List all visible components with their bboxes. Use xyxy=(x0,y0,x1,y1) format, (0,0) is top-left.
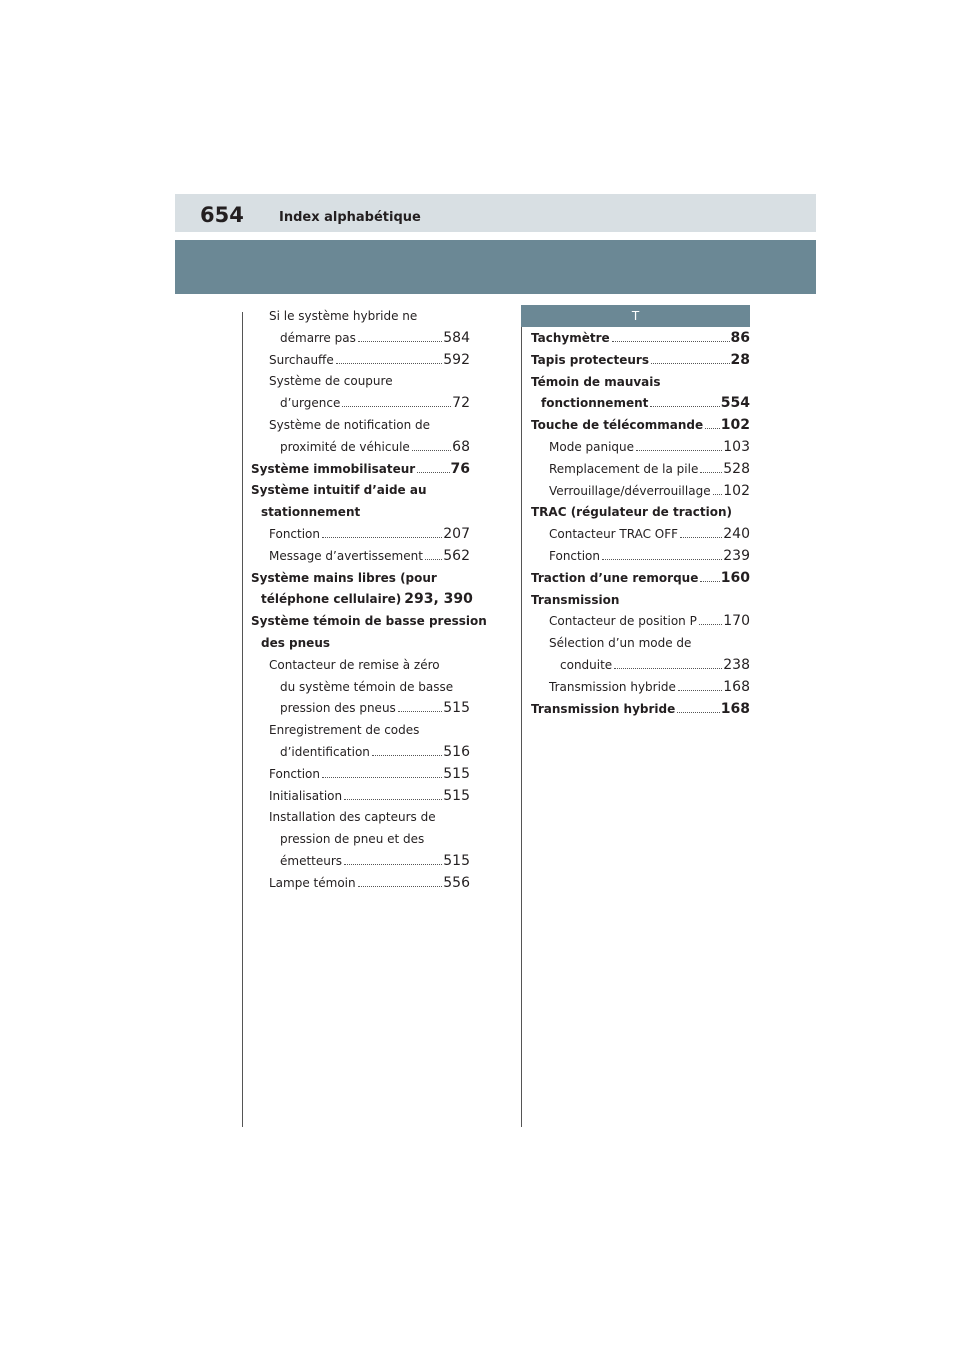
index-entry-text: fonctionnement xyxy=(541,396,649,411)
index-entry-text: Transmission hybride xyxy=(531,701,676,716)
index-entry-text: pression des pneus xyxy=(280,701,396,716)
index-entry xyxy=(531,393,750,415)
index-entry-text: Tapis protecteurs xyxy=(531,352,649,367)
leader-dots xyxy=(678,689,722,691)
index-entry-text: Installation des capteurs de xyxy=(269,810,436,825)
index-entry-text: stationnement xyxy=(261,505,361,520)
page-number: 654 xyxy=(200,203,244,227)
index-entry-text: TRAC (régulateur de traction) xyxy=(531,505,732,520)
index-entry xyxy=(251,437,470,459)
index-entry-text: d’urgence xyxy=(280,396,341,411)
index-entry-text: Lampe témoin xyxy=(269,875,356,890)
index-entry xyxy=(251,677,470,699)
index-entry-text: Système témoin de basse pression xyxy=(251,614,487,629)
index-entry-text: Fonction xyxy=(269,766,321,781)
index-entry xyxy=(531,677,750,699)
page-reference: 102 xyxy=(723,482,750,499)
page-reference: 515 xyxy=(443,852,470,869)
leader-dots xyxy=(358,340,442,342)
page-reference: 102 xyxy=(720,417,750,434)
page-reference: 562 xyxy=(443,547,470,564)
leader-dots xyxy=(372,754,442,756)
index-entry xyxy=(251,524,470,546)
leader-dots xyxy=(700,580,719,582)
index-entry-text: Si le système hybride ne xyxy=(269,309,418,323)
index-entry-text: Système de coupure xyxy=(269,374,393,389)
page-reference: 592 xyxy=(443,351,470,368)
leader-dots xyxy=(614,667,722,669)
index-entry xyxy=(251,742,470,764)
page-reference: 528 xyxy=(723,460,750,477)
index-entry xyxy=(251,633,470,655)
leader-dots xyxy=(612,340,730,342)
index-entry-text: Système de notification de xyxy=(269,417,431,432)
index-entry-text: émetteurs xyxy=(280,853,343,868)
index-entry-text: Touche de télécommande xyxy=(531,418,704,433)
leader-dots xyxy=(651,362,730,364)
index-entry-text: Enregistrement de codes xyxy=(269,723,420,738)
index-entry xyxy=(531,699,750,721)
index-entry-text: Fonction xyxy=(269,526,321,541)
page-reference: 86 xyxy=(730,330,750,346)
index-entry-text: proximité de véhicule xyxy=(280,439,410,454)
index-entry xyxy=(251,459,470,481)
page-reference: 515 xyxy=(443,787,470,804)
index-entry xyxy=(251,328,470,350)
index-entry xyxy=(251,546,470,568)
leader-dots xyxy=(322,536,442,538)
leader-dots xyxy=(336,362,443,364)
index-entry xyxy=(531,568,750,590)
page-reference: 584 xyxy=(443,329,470,346)
page-reference: 103 xyxy=(723,438,750,455)
index-entry xyxy=(531,655,750,677)
page-reference: 516 xyxy=(443,743,470,760)
leader-dots xyxy=(713,493,723,495)
index-entry-text: d’identification xyxy=(280,744,370,759)
leader-dots xyxy=(425,558,442,560)
index-entry xyxy=(251,502,470,524)
decorative-band xyxy=(175,240,816,294)
index-entry xyxy=(251,371,470,393)
page-reference: 556 xyxy=(443,874,470,891)
index-entry-text: démarre pas xyxy=(280,330,356,345)
index-entry xyxy=(251,786,470,808)
leader-dots xyxy=(602,558,722,560)
index-entry-text: Traction d’une remorque xyxy=(531,570,699,585)
page-reference: 239 xyxy=(723,547,750,564)
index-entry xyxy=(531,633,750,655)
index-entry xyxy=(251,764,470,786)
middle-column-rule xyxy=(521,312,522,1127)
page-reference: 515 xyxy=(443,765,470,782)
leader-dots xyxy=(650,405,719,407)
index-entry-text: Sélection d’un mode de xyxy=(549,636,692,651)
index-column-right xyxy=(531,328,750,720)
index-entry-text: Tachymètre xyxy=(531,331,610,345)
index-entry-text: Témoin de mauvais xyxy=(531,374,661,389)
page-reference: 293, 390 xyxy=(404,591,473,608)
index-entry-text: du système témoin de basse xyxy=(280,679,454,694)
index-entry xyxy=(251,807,470,829)
index-entry-text: Initialisation xyxy=(269,788,343,803)
index-entry xyxy=(251,393,470,415)
leader-dots xyxy=(680,536,722,538)
page-reference: 76 xyxy=(450,460,470,477)
leader-dots xyxy=(358,885,443,887)
page-reference: 170 xyxy=(723,613,750,630)
index-entry-text: des pneus xyxy=(261,635,331,650)
leader-dots xyxy=(636,449,722,451)
leader-dots xyxy=(322,776,442,778)
page-reference: 554 xyxy=(720,395,750,412)
index-entry xyxy=(251,306,470,328)
index-entry-text: Système mains libres (pour xyxy=(251,570,437,585)
index-entry-text: Contacteur de position P xyxy=(549,614,697,629)
index-entry-text: Message d’avertissement xyxy=(269,548,423,563)
page-reference: 28 xyxy=(730,351,750,368)
page-reference: 68 xyxy=(452,438,470,455)
page-reference: 160 xyxy=(720,569,750,586)
index-entry xyxy=(251,611,487,633)
index-entry-text: Mode panique xyxy=(549,439,635,454)
index-entry xyxy=(531,372,750,394)
page-reference: 168 xyxy=(723,678,750,695)
index-entry xyxy=(531,350,750,372)
index-entry-text: Verrouillage/déverrouillage xyxy=(549,483,711,498)
index-entry xyxy=(251,480,470,502)
leader-dots xyxy=(705,427,720,429)
left-column-rule xyxy=(242,312,243,1127)
page-reference: 515 xyxy=(443,700,470,717)
index-entry-text: téléphone cellulaire) xyxy=(261,592,402,607)
page-reference: 168 xyxy=(720,700,750,717)
leader-dots xyxy=(700,471,722,473)
index-entry-text: Transmission hybride xyxy=(549,679,676,694)
index-entry xyxy=(251,589,473,611)
section-title: Index alphabétique xyxy=(279,210,421,225)
index-entry xyxy=(251,655,470,677)
index-entry-text: Surchauffe xyxy=(269,352,334,367)
page-reference: 240 xyxy=(723,526,750,543)
index-entry xyxy=(251,698,470,720)
index-entry xyxy=(251,415,470,437)
index-entry-text: Transmission xyxy=(531,592,620,607)
leader-dots xyxy=(398,710,442,712)
index-entry-text: Système intuitif d’aide au xyxy=(251,483,427,498)
header-band xyxy=(175,194,816,232)
index-entry xyxy=(531,524,750,546)
index-entry-text: Contacteur de remise à zéro xyxy=(269,657,440,672)
index-entry-text: Fonction xyxy=(549,548,601,563)
leader-dots xyxy=(699,623,722,625)
leader-dots xyxy=(417,471,449,473)
index-column-left xyxy=(251,306,487,895)
page-reference: 72 xyxy=(452,395,470,412)
leader-dots xyxy=(412,449,451,451)
index-entry xyxy=(251,873,470,895)
index-entry xyxy=(531,415,750,437)
index-entry xyxy=(251,350,470,372)
page-reference: 238 xyxy=(723,656,750,673)
index-entry xyxy=(531,611,750,633)
page-reference: 207 xyxy=(443,525,470,542)
index-entry xyxy=(531,328,750,350)
index-entry xyxy=(251,851,470,873)
index-entry xyxy=(251,568,470,590)
index-entry xyxy=(531,481,750,503)
leader-dots xyxy=(344,798,442,800)
index-entry xyxy=(251,720,470,742)
leader-dots xyxy=(342,405,451,407)
index-entry-text: Remplacement de la pile xyxy=(549,461,699,476)
index-entry xyxy=(531,437,750,459)
leader-dots xyxy=(677,711,720,713)
index-entry-text: conduite xyxy=(560,657,613,672)
index-entry-text: pression de pneu et des xyxy=(280,832,425,847)
index-entry-text: Contacteur TRAC OFF xyxy=(549,527,679,542)
index-entry xyxy=(531,459,750,481)
index-entry xyxy=(531,546,750,568)
leader-dots xyxy=(344,863,442,865)
index-entry xyxy=(531,590,750,612)
index-entry xyxy=(251,829,470,851)
letter-heading-T: T xyxy=(521,305,750,327)
index-entry xyxy=(531,502,750,524)
index-entry-text: Système immobilisateur xyxy=(251,461,416,476)
